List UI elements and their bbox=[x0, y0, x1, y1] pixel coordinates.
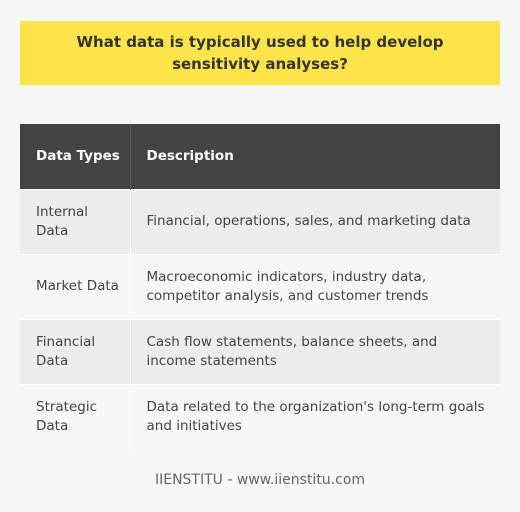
description-cell: Cash flow statements, balance sheets, and income statements bbox=[130, 319, 500, 384]
column-header-data-types: Data Types bbox=[20, 124, 130, 189]
data-type-cell: Financial Data bbox=[20, 319, 130, 384]
table-header-row bbox=[20, 124, 500, 189]
table-row bbox=[20, 319, 500, 384]
footer-credit: IIENSTITU - www.iienstitu.com bbox=[154, 472, 366, 488]
data-table bbox=[20, 124, 500, 449]
table-row bbox=[20, 189, 500, 254]
description-cell: Financial, operations, sales, and marketing data bbox=[130, 189, 500, 254]
data-type-cell: Market Data bbox=[20, 254, 130, 319]
description-cell: Data related to the organization's long-term goals and initiatives bbox=[130, 384, 500, 449]
title-banner bbox=[20, 21, 500, 85]
description-cell: Macroeconomic indicators, industry data, competitor analysis, and customer trends bbox=[130, 254, 500, 319]
data-type-cell: Internal Data bbox=[20, 189, 130, 254]
page-title: What data is typically used to help develop sensitivity analyses? bbox=[76, 33, 444, 73]
column-header-description: Description bbox=[130, 124, 500, 189]
table-row bbox=[20, 254, 500, 319]
data-type-cell: Strategic Data bbox=[20, 384, 130, 449]
table-row bbox=[20, 384, 500, 449]
